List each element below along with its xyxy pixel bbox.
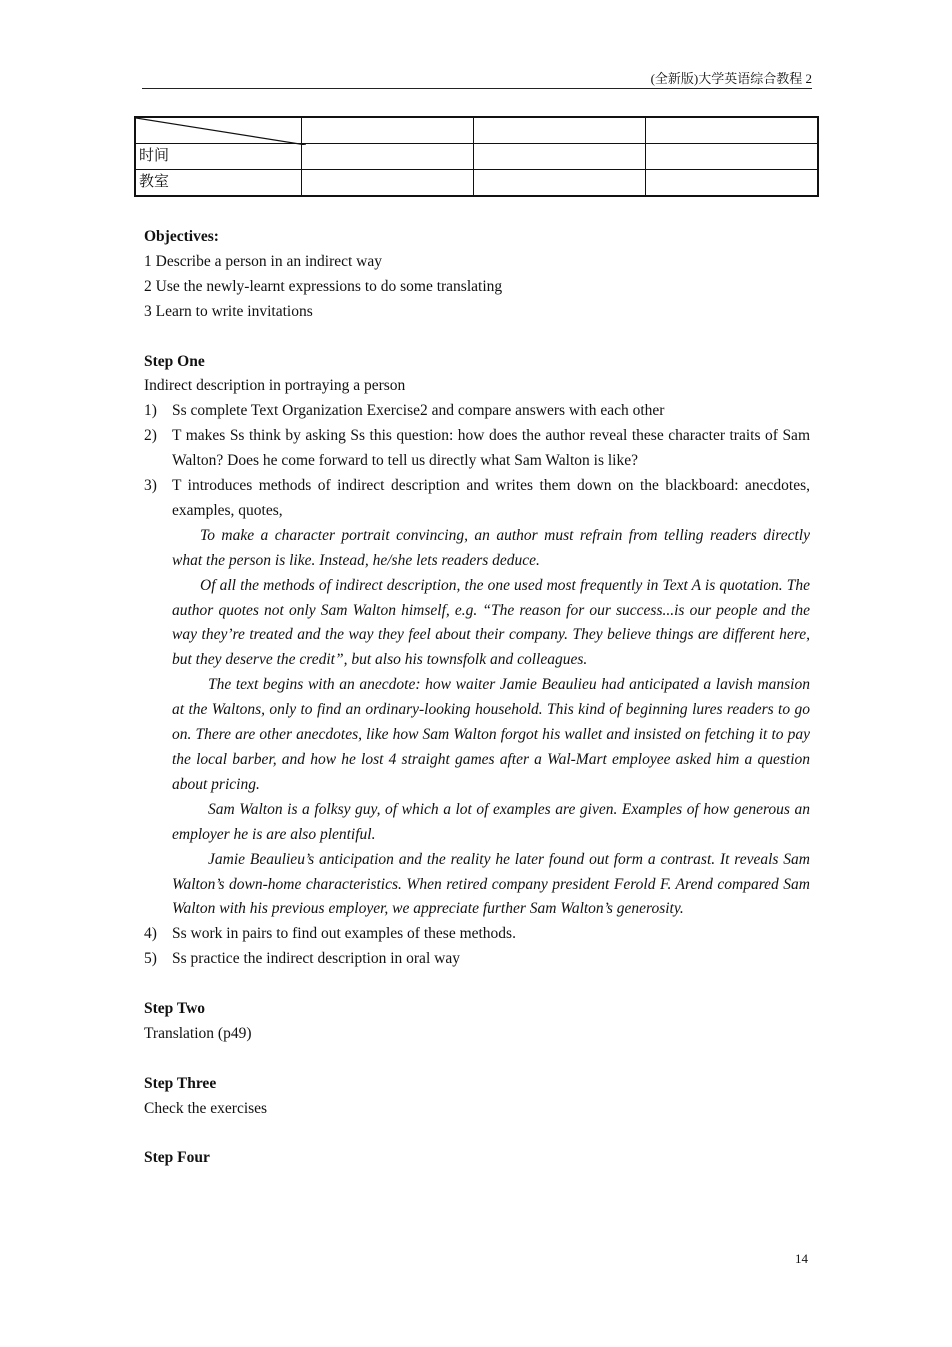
list-item (144, 947, 810, 972)
step-three-text: Check the exercises (144, 1099, 268, 1117)
table-cell (645, 170, 818, 197)
list-item-number: 3) (144, 477, 157, 495)
list-item-number: 2) (144, 427, 157, 445)
spacer (144, 1047, 810, 1072)
page-header (142, 70, 812, 89)
table-cell (645, 117, 818, 144)
list-item (144, 399, 810, 424)
diagonal-header-cell (135, 117, 301, 144)
schedule-table (134, 116, 819, 197)
list-item-text: T introduces methods of indirect description and writes them down on the blackboard: anecdotes, examples, quotes, (172, 477, 810, 519)
list-item-text: T makes Ss think by asking Ss this question: how does the author reveal these character traits of Sam Walton? Does he come forward to tell us directly what Sam Walton is like? (172, 427, 810, 470)
table-cell (473, 144, 645, 170)
row-label-classroom: 教室 (135, 170, 301, 197)
step-two-heading: Step Two (144, 1000, 206, 1018)
objective-item: 2 Use the newly-learnt expressions to do some translating (144, 277, 503, 295)
table-cell (301, 144, 473, 170)
table-cell (301, 117, 473, 144)
spacer (144, 1122, 810, 1147)
table-row (135, 144, 818, 170)
list-item-text: Ss work in pairs to find out examples of these methods. (172, 925, 516, 943)
list-item-number: 1) (144, 402, 157, 420)
step-three-heading: Step Three (144, 1074, 217, 1092)
spacer (144, 325, 810, 350)
italic-paragraph: The text begins with an anecdote: how waiter Jamie Beaulieu had anticipated a lavish mansion at the Waltons, only to find an ordinary-looking household. This kind of beginning lures readers to go on. There are other anecdotes, like how Sam Walton forgot his wallet and insisted on fetching it to pay the local barber, and how he lost 4 straight games after a Wal-Mart employee asked him a question about pricing. (172, 676, 810, 793)
page-number: 14 (795, 1251, 808, 1266)
objective-item: 1 Describe a person in an indirect way (144, 252, 383, 270)
objective-item: 3 Learn to write invitations (144, 302, 313, 320)
spacer (144, 972, 810, 997)
list-item (144, 922, 810, 947)
header-title: (全新版)大学英语综合教程 2 (650, 71, 812, 86)
lesson-content (144, 225, 810, 1171)
step-one-heading: Step One (144, 352, 205, 370)
italic-paragraph: Jamie Beaulieu’s anticipation and the reality he later found out form a contrast. It reveals Sam Walton’s down-home characteristics. When retired company president Ferold F. Arend compared Sam Walton with his previous employer, we appreciate further Sam Walton’s generosity. (172, 850, 810, 918)
list-item (144, 474, 810, 524)
list-item-text: Ss complete Text Organization Exercise2 and compare answers with each other (172, 402, 665, 420)
diagonal-line-icon (136, 118, 306, 145)
table-cell (645, 144, 818, 170)
step-four-heading: Step Four (144, 1149, 210, 1167)
list-item-text: Ss practice the indirect description in oral way (172, 950, 460, 968)
italic-paragraph: To make a character portrait convincing, an author must refrain from telling readers directly what the person is like. Instead, he/she lets readers deduce. (172, 526, 810, 569)
row-label-time: 时间 (135, 144, 301, 170)
list-item-number: 5) (144, 950, 157, 968)
step-two-text: Translation (p49) (144, 1024, 252, 1042)
italic-paragraph: Sam Walton is a folksy guy, of which a lot of examples are given. Examples of how generous an employer he is are also plentiful. (172, 800, 810, 843)
objectives-heading: Objectives: (144, 228, 219, 245)
italic-paragraph: Of all the methods of indirect description, the one used most frequently in Text A is quotation. The author quotes not only Sam Walton himself, e.g. “The reason for our success...is our people and the way they’re treated and the way they feel about their company. They believe things are different here, but they deserve the credit”, but also his townsfolk and colleagues. (172, 576, 810, 669)
table-row (135, 170, 818, 197)
list-item (144, 424, 810, 474)
table-cell (473, 117, 645, 144)
table-cell (473, 170, 645, 197)
table-row (135, 117, 818, 144)
step-one-intro: Indirect description in portraying a person (144, 377, 406, 395)
table-cell (301, 170, 473, 197)
list-item-number: 4) (144, 925, 157, 943)
